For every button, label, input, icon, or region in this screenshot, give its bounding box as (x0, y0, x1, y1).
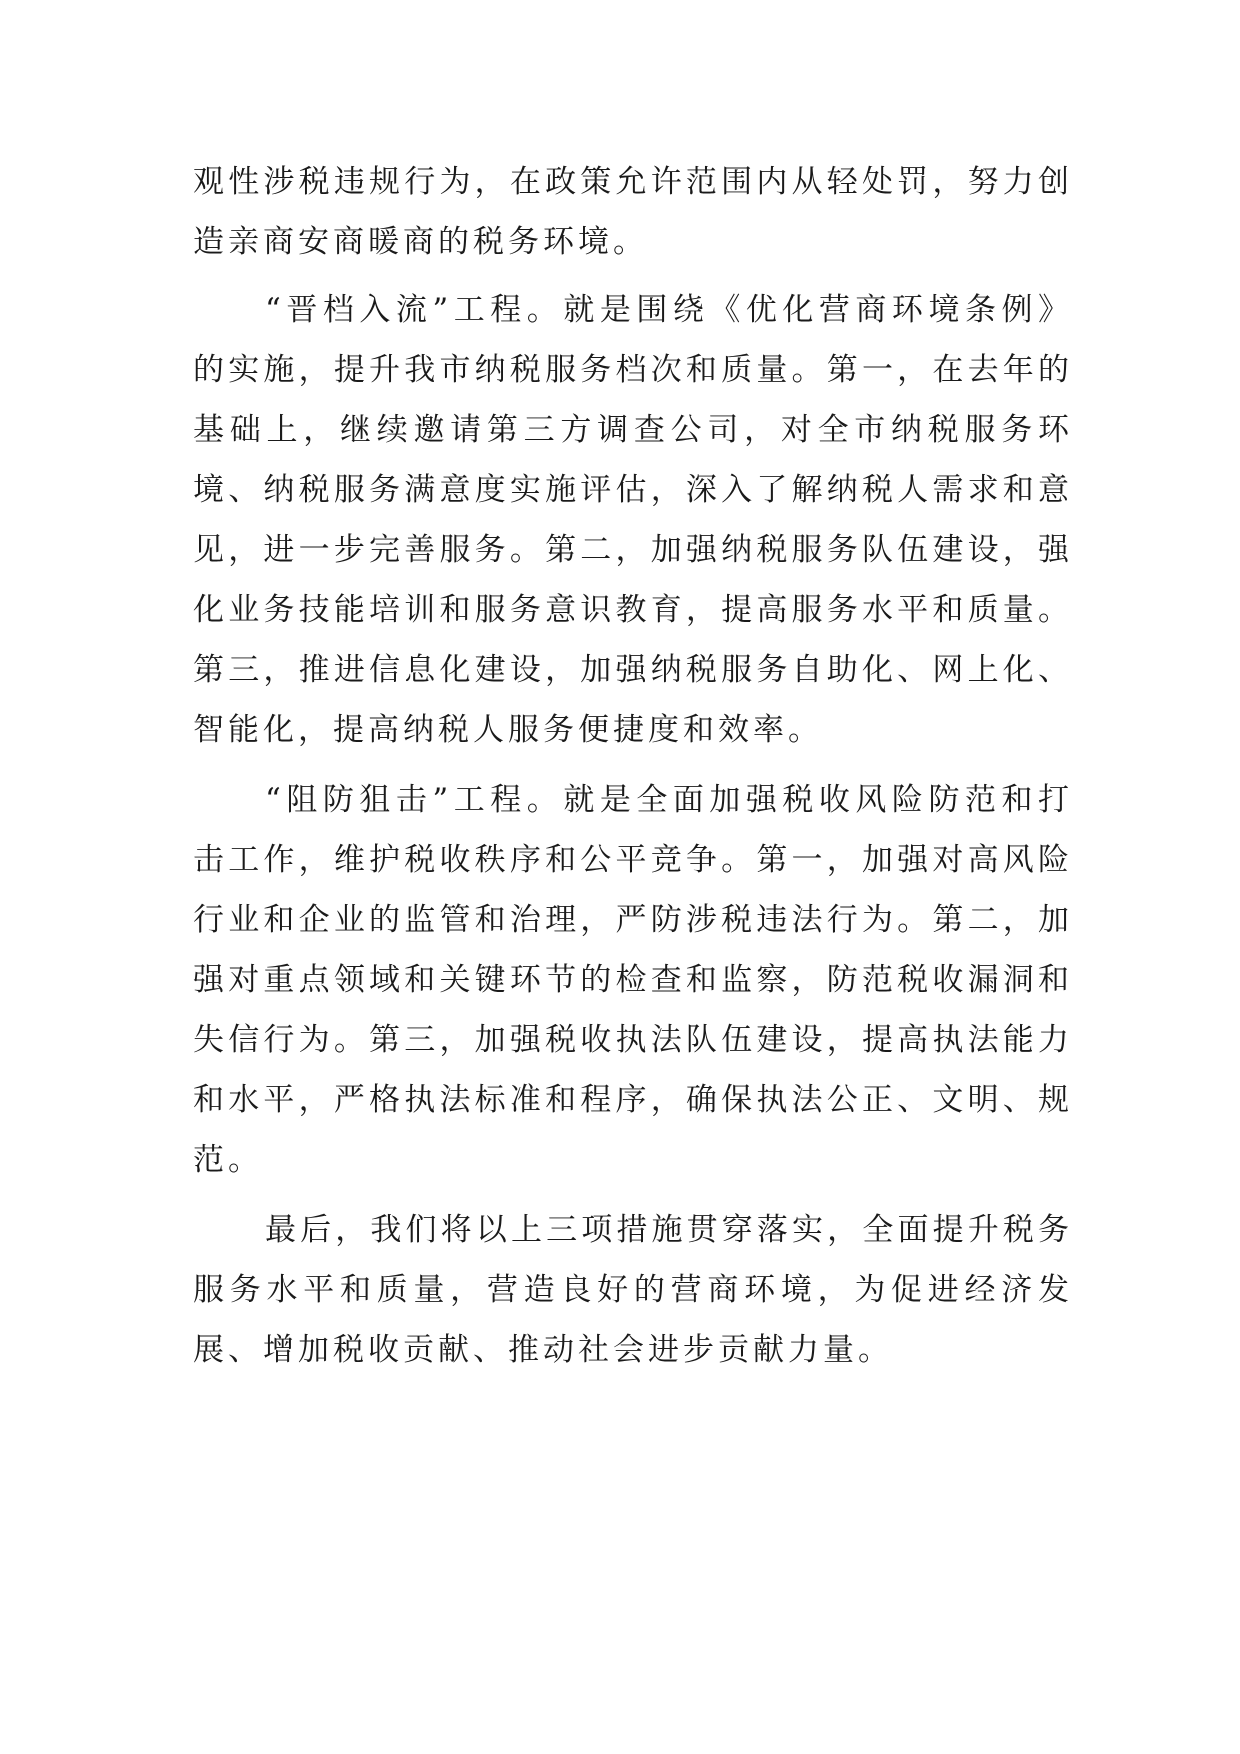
text-line: 最后，我们将以上三项措施贯穿落实，全面提升税务服 (193, 1212, 1073, 1308)
text-line: 服务满意度实施评估，深入了解纳税人需求和意见，进一步 (193, 472, 1074, 568)
text-line: 执法标准和程序，确保执法公正、文明、规范。 (193, 1082, 1073, 1178)
text-line: 化建设，加强纳税服务自助化、网上化、智能化，提高纳税 (193, 652, 1074, 748)
text-line: 务水平和质量，营造良好的营商环境，为促进经济发展、增 (193, 1272, 1074, 1368)
text-line: 工作，维护税收秩序和公平竞争。第一，加强对高风险行业 (193, 842, 1074, 938)
text-line: 点领域和关键环节的检查和监察，防范税收漏洞和失信行为。 (193, 962, 1073, 1058)
text-line: 加税收贡献、推动社会进步贡献力量。 (298, 1332, 893, 1368)
paragraph-jindang-ruliu (193, 280, 1073, 760)
text-line: 观性涉税违规行为，在政策允许范围内从轻处罚，努力创造 (193, 164, 1073, 260)
text-line: “晋档入流”工程。就是围绕《优化营商环境条例》的 (193, 292, 1073, 388)
text-line: 完善服务。第二，加强纳税服务队伍建设，强化业务技能培 (193, 532, 1074, 628)
text-line: “阻防狙击”工程。就是全面加强税收风险防范和打击 (193, 782, 1073, 878)
paragraph-zufang-juji (193, 770, 1073, 1190)
text-line: 亲商安商暖商的税务环境。 (228, 224, 648, 260)
text-line: 实施，提升我市纳税服务档次和质量。第一，在去年的基础 (193, 352, 1074, 448)
paragraph-conclusion (193, 1200, 1073, 1380)
text-line: 训和服务意识教育，提高服务水平和质量。第三，推进信息 (193, 592, 1073, 688)
paragraph-continuation (193, 152, 1073, 272)
document-body (193, 152, 1073, 1380)
text-line: 上，继续邀请第三方调查公司，对全市纳税服务环境、纳税 (193, 412, 1074, 508)
text-line: 人服务便捷度和效率。 (473, 712, 823, 748)
text-line: 和企业的监管和治理，严防涉税违法行为。第二，加强对重 (193, 902, 1074, 998)
text-line: 第三，加强税收执法队伍建设，提高执法能力和水平，严格 (193, 1022, 1074, 1118)
